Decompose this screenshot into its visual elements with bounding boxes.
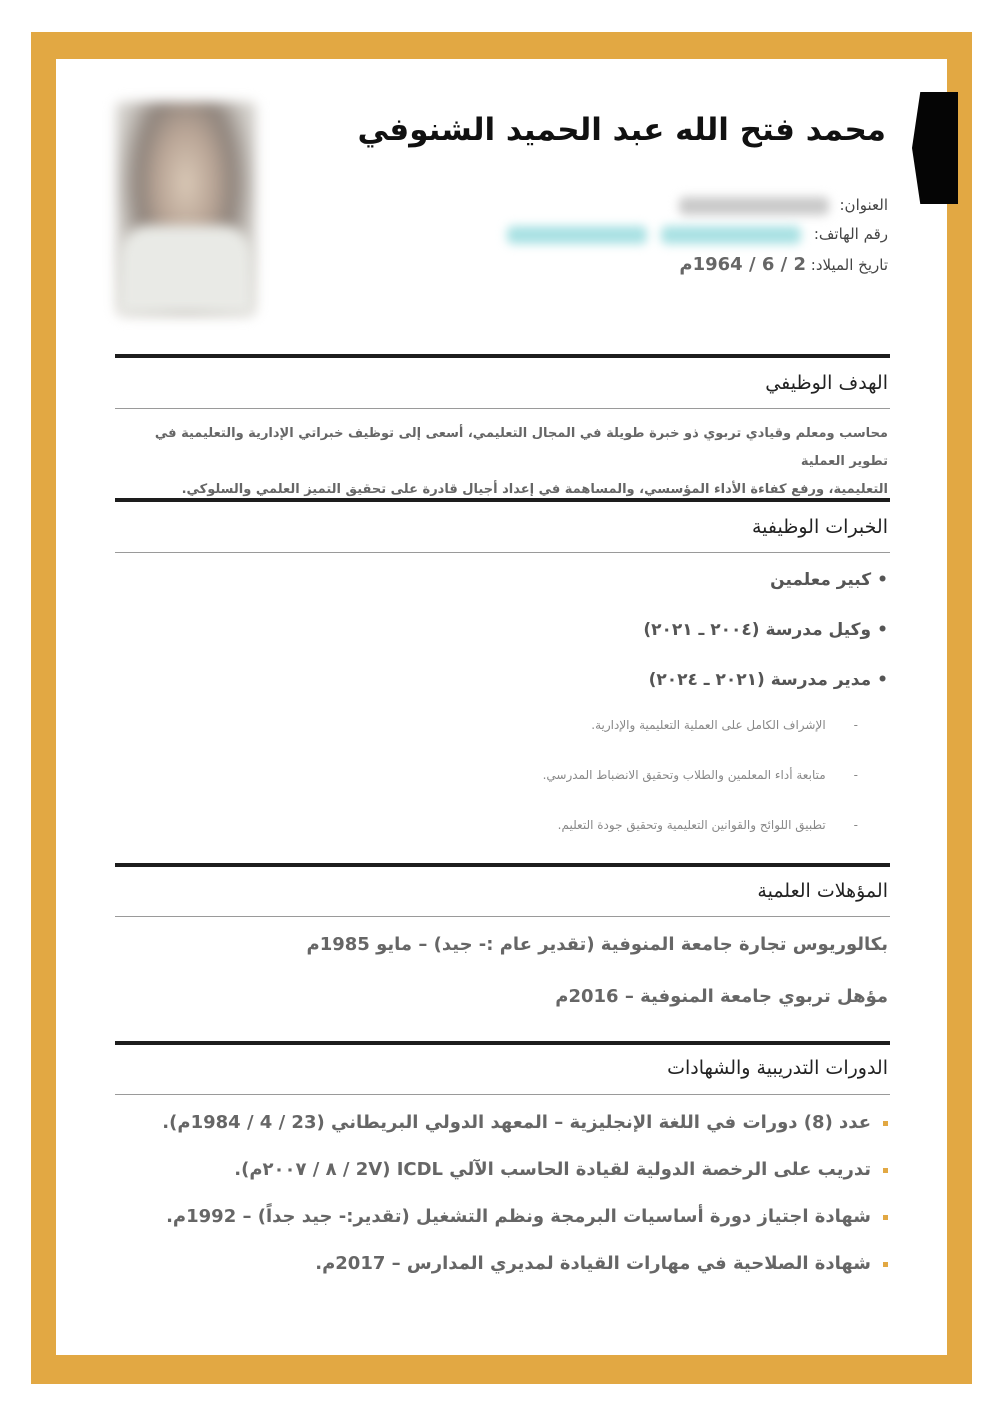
bullet-square-icon [883,1168,888,1173]
section-divider [115,863,890,867]
course-text: شهادة اجتياز دورة أساسيات البرمجة ونظم التشغيل (تقدير:- جيد جداً) – 1992م. [166,1206,871,1227]
phone-label: رقم الهاتف: [813,225,888,243]
bullet-square-icon [883,1215,888,1220]
course-item [162,1112,888,1133]
section-underline [115,552,890,553]
duty-text: متابعة أداء المعلمين والطلاب وتحقيق الانضباط المدرسي. [542,768,826,782]
course-item [315,1253,888,1274]
address-label: العنوان: [839,196,888,214]
job-title: وكيل مدرسة (٢٠٠٤ ـ ٢٠٢١) [643,620,872,640]
section-underline [115,1094,890,1095]
birth-label: تاريخ الميلاد: [810,256,888,274]
duty-item: -تطبيق اللوائح والقوانين التعليمية وتحقيق جودة التعليم. [557,818,858,832]
birth-value: 2 / 6 / 1964م [679,254,806,275]
section-underline [115,916,890,917]
phone-redacted-1 [661,226,801,244]
job-title: مدير مدرسة (٢٠٢١ ـ ٢٠٢٤) [648,670,872,690]
section-divider [115,354,890,358]
section-divider [115,498,890,502]
person-name: محمد فتح الله عبد الحميد الشنوفي [357,112,886,148]
objective-title: الهدف الوظيفي [765,372,888,394]
qualifications-title: المؤهلات العلمية [757,880,888,902]
section-divider [115,1041,890,1045]
profile-photo-shirt [120,225,252,313]
duty-text: تطبيق اللوائح والقوانين التعليمية وتحقيق جودة التعليم. [557,818,826,832]
objective-text [128,420,888,504]
objective-line-1: محاسب ومعلم وقيادي تربوي ذو خبرة طويلة في المجال التعليمي، أسعى إلى توظيف خبراتي الإدارية والتعليمية في تطوير العملية [154,426,888,469]
course-item [166,1206,888,1227]
birth-row [679,254,888,275]
experience-title: الخبرات الوظيفية [751,516,888,538]
duty-text: الإشراف الكامل على العملية التعليمية والإدارية. [591,718,826,732]
bullet-square-icon [883,1262,888,1267]
qualification-item: مؤهل تربوي جامعة المنوفية – 2016م [555,986,888,1007]
course-item [234,1159,888,1180]
job-item: •مدير مدرسة (٢٠٢١ ـ ٢٠٢٤) [648,670,888,690]
qualification-item: بكالوريوس تجارة جامعة المنوفية (تقدير عام :- جيد) – مايو 1985م [306,934,888,955]
duty-item: -متابعة أداء المعلمين والطلاب وتحقيق الانضباط المدرسي. [542,768,858,782]
address-row [679,196,888,215]
course-text: شهادة الصلاحية في مهارات القيادة لمديري المدارس – 2017م. [315,1253,871,1274]
phone-row [507,225,888,244]
course-text: عدد (8) دورات في اللغة الإنجليزية – المعهد الدولي البريطاني (23 / 4 / 1984م). [162,1112,871,1133]
section-underline [115,408,890,409]
corner-tab [912,92,958,204]
job-item: •كبير معلمين [770,570,888,590]
objective-line-2: التعليمية، ورفع كفاءة الأداء المؤسسي، والمساهمة في إعداد أجيال قادرة على تحقيق التميز العلمي والسلوكي. [181,482,888,497]
job-title: كبير معلمين [770,570,872,590]
address-redacted [679,197,829,215]
bullet-square-icon [883,1121,888,1126]
course-text: تدريب على الرخصة الدولية لقيادة الحاسب الآلي ICDL (2V / ٨ / ٢٠٠٧م). [234,1159,871,1180]
courses-title: الدورات التدريبية والشهادات [667,1057,888,1079]
job-item: •وكيل مدرسة (٢٠٠٤ ـ ٢٠٢١) [643,620,888,640]
duty-item: -الإشراف الكامل على العملية التعليمية والإدارية. [591,718,858,732]
phone-redacted-2 [507,226,647,244]
